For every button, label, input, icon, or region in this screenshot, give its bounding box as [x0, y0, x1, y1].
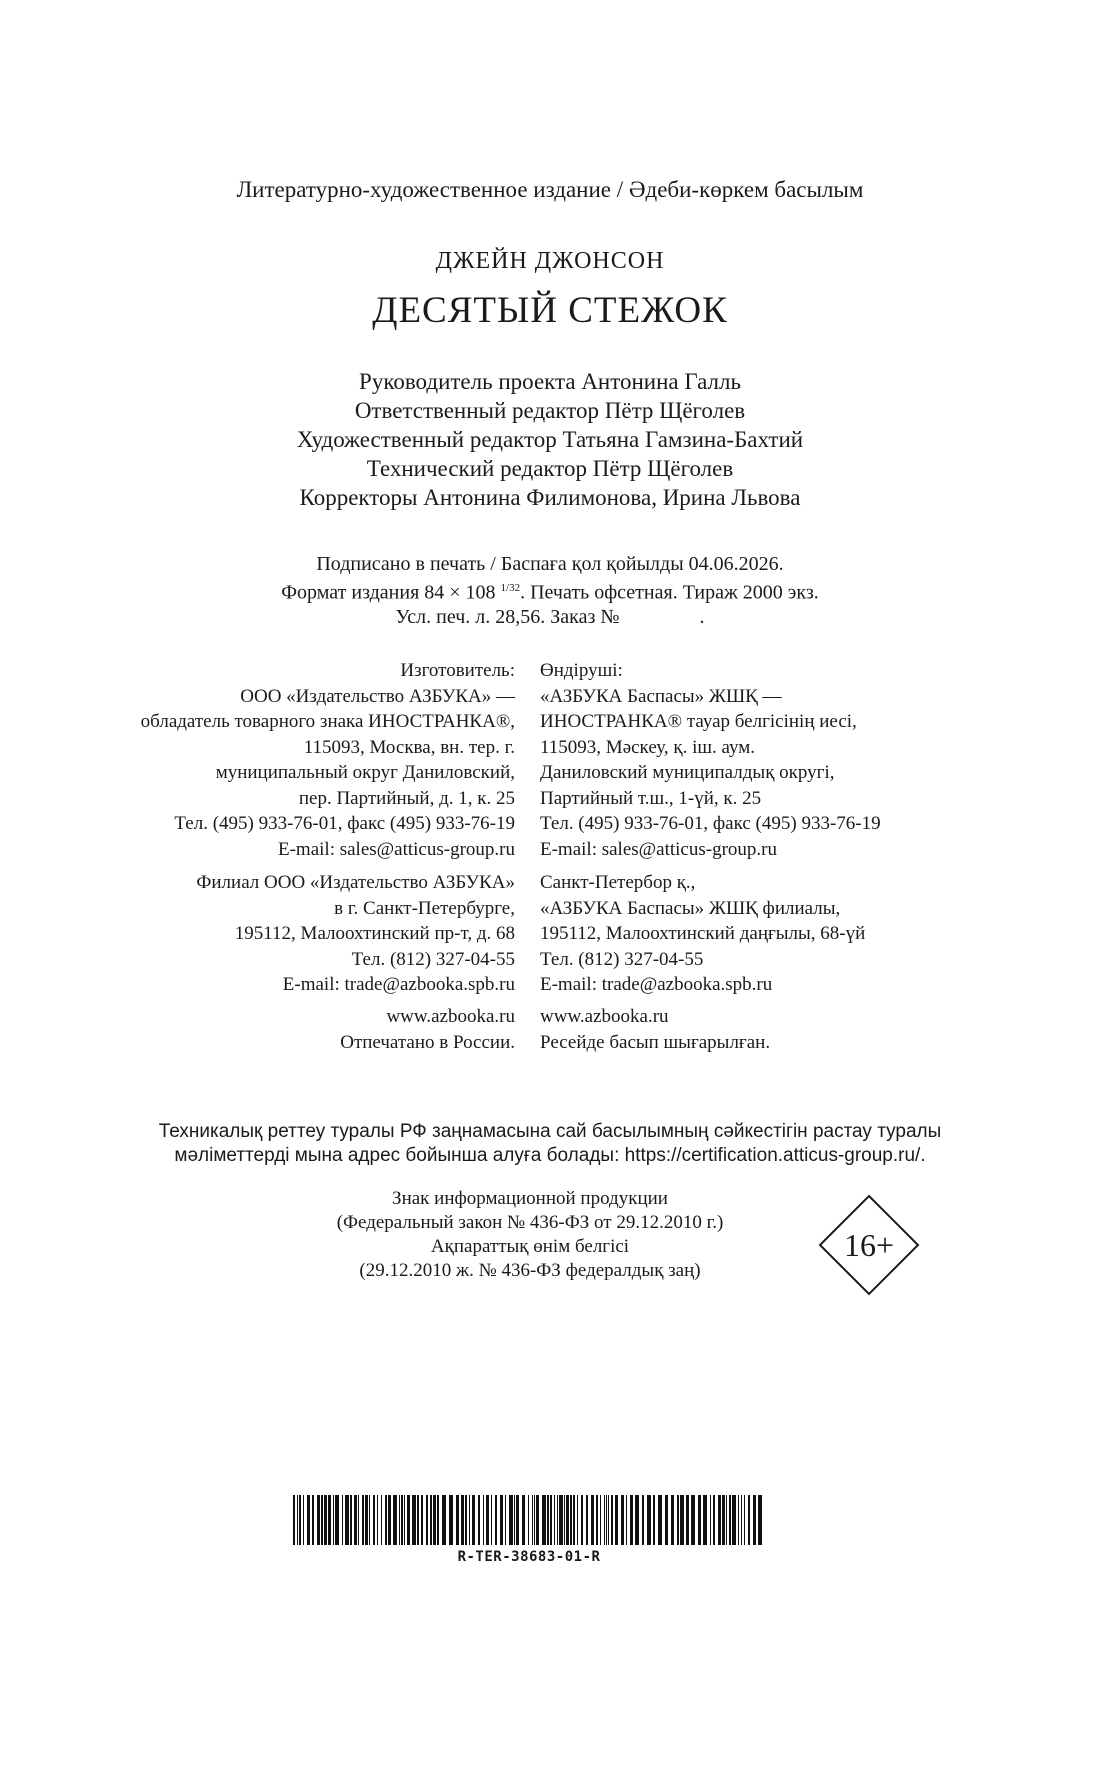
- imprint-signed: Подписано в печать / Баспаға қол қойылды 04.06.2026.: [316, 553, 784, 575]
- credit-line: Ответственный редактор Пётр Щёголев: [354, 398, 746, 423]
- kz-line: www.azbooka.ru: [540, 1006, 669, 1027]
- ru-line: Изготовитель:: [400, 660, 515, 681]
- kz-line: Партийный т.ш., 1-үй, к. 25: [540, 787, 762, 809]
- ru-line: Тел. (495) 933-76-01, факс (495) 933-76-19: [174, 813, 515, 834]
- ru-line: Филиал ООО «Издательство АЗБУКА»: [196, 872, 515, 893]
- barcode: [293, 1495, 765, 1545]
- ru-line: 195112, Малоохтинский пр-т, д. 68: [234, 923, 515, 944]
- ru-line: 115093, Москва, вн. тер. г.: [303, 736, 515, 758]
- ru-line: E-mail: trade@azbooka.spb.ru: [282, 974, 515, 995]
- barcode-icon: [293, 1495, 765, 1545]
- ru-line: муниципальный округ Даниловский,: [215, 762, 515, 783]
- info-product-sign: [250, 1187, 810, 1283]
- kz-line: Санкт-Петербор қ.,: [540, 872, 696, 893]
- manufacturer-kz-branch: [540, 870, 1040, 998]
- book-title: ДЕСЯТЫЙ СТЕЖОК: [372, 290, 728, 331]
- ru-line: E-mail: sales@atticus-group.ru: [278, 838, 515, 860]
- info-line: (29.12.2010 ж. № 436-ФЗ федералдық заң): [359, 1260, 701, 1281]
- ru-line: www.azbooka.ru: [386, 1006, 515, 1027]
- imprint-order: Усл. печ. л. 28,56. Заказ № .: [395, 605, 705, 628]
- edition-type: Литературно-художественное издание / Әдеби-көркем басылым: [236, 177, 864, 202]
- kz-line: Өндіруші:: [540, 660, 623, 681]
- credit-line: Художественный редактор Татьяна Гамзина-Бахтий: [296, 427, 804, 452]
- barcode-number: R-TER-38683-01-R: [457, 1549, 601, 1565]
- imprint-info: [0, 552, 1100, 629]
- info-line: (Федеральный закон № 436-ФЗ от 29.12.2010 г.): [336, 1212, 724, 1233]
- kz-line: Даниловский муниципалдық округі,: [540, 762, 835, 783]
- ru-line: ООО «Издательство АЗБУКА» —: [240, 685, 515, 707]
- ru-line: Тел. (812) 327-04-55: [351, 948, 515, 970]
- credit-line: Технический редактор Пётр Щёголев: [366, 456, 734, 481]
- certification-notice: [0, 1120, 1100, 1168]
- diamond-icon: [818, 1194, 920, 1296]
- age-rating-label: 16+: [843, 1227, 895, 1263]
- credit-line: Корректоры Антонина Филимонова, Ирина Львова: [299, 485, 801, 510]
- credits-list: [0, 367, 1100, 512]
- imprint-format: Формат издания 84 × 108 $^{1/32}$. Печать офсетная. Тираж 2000 экз.: [281, 581, 819, 604]
- age-rating-badge: [818, 1194, 920, 1296]
- kz-line: 195112, Малоохтинский даңғылы, 68-үй: [540, 923, 866, 944]
- kz-line: E-mail: trade@azbooka.spb.ru: [540, 974, 773, 995]
- manufacturer-ru-web: [60, 1004, 515, 1055]
- format-fraction: 1/32: [500, 582, 521, 594]
- credit-line: Руководитель проекта Антонина Галль: [359, 369, 741, 394]
- info-line: Ақпараттық өнім белгісі: [430, 1236, 630, 1257]
- cert-line: мәліметтерді мына адрес бойынша алуға болады: https://certification.atticus-group.ru/.: [174, 1145, 926, 1166]
- ru-line: пер. Партийный, д. 1, к. 25: [298, 787, 515, 809]
- kz-line: 115093, Мәскеу, қ. іш. аум.: [540, 736, 756, 758]
- manufacturer-ru-branch: [60, 870, 515, 998]
- kz-line: Тел. (812) 327-04-55: [540, 948, 704, 970]
- info-line: Знак информационной продукции: [392, 1188, 668, 1209]
- manufacturer-kz-main: [540, 658, 1040, 862]
- manufacturer-ru-main: [60, 658, 515, 862]
- ru-line: Отпечатано в России.: [340, 1031, 515, 1053]
- kz-line: «АЗБУКА Баспасы» ЖШҚ филиалы,: [540, 897, 841, 919]
- author-name: ДЖЕЙН ДЖОНСОН: [435, 248, 665, 274]
- ru-line: в г. Санкт-Петербурге,: [334, 897, 515, 919]
- kz-line: ИНОСТРАНКА® тауар белгісінің иесі,: [540, 711, 857, 732]
- kz-line: Ресейде басып шығарылған.: [540, 1031, 771, 1053]
- cert-line: Техникалық реттеу туралы РФ заңнамасына сай басылымның сәйкестігін растау туралы: [158, 1121, 942, 1142]
- kz-line: E-mail: sales@atticus-group.ru: [540, 838, 777, 860]
- kz-line: «АЗБУКА Баспасы» ЖШҚ —: [540, 685, 782, 707]
- manufacturer-kz-web: [540, 1004, 1040, 1055]
- ru-line: обладатель товарного знака ИНОСТРАНКА®,: [140, 711, 515, 732]
- kz-line: Тел. (495) 933-76-01, факс (495) 933-76-19: [540, 813, 881, 834]
